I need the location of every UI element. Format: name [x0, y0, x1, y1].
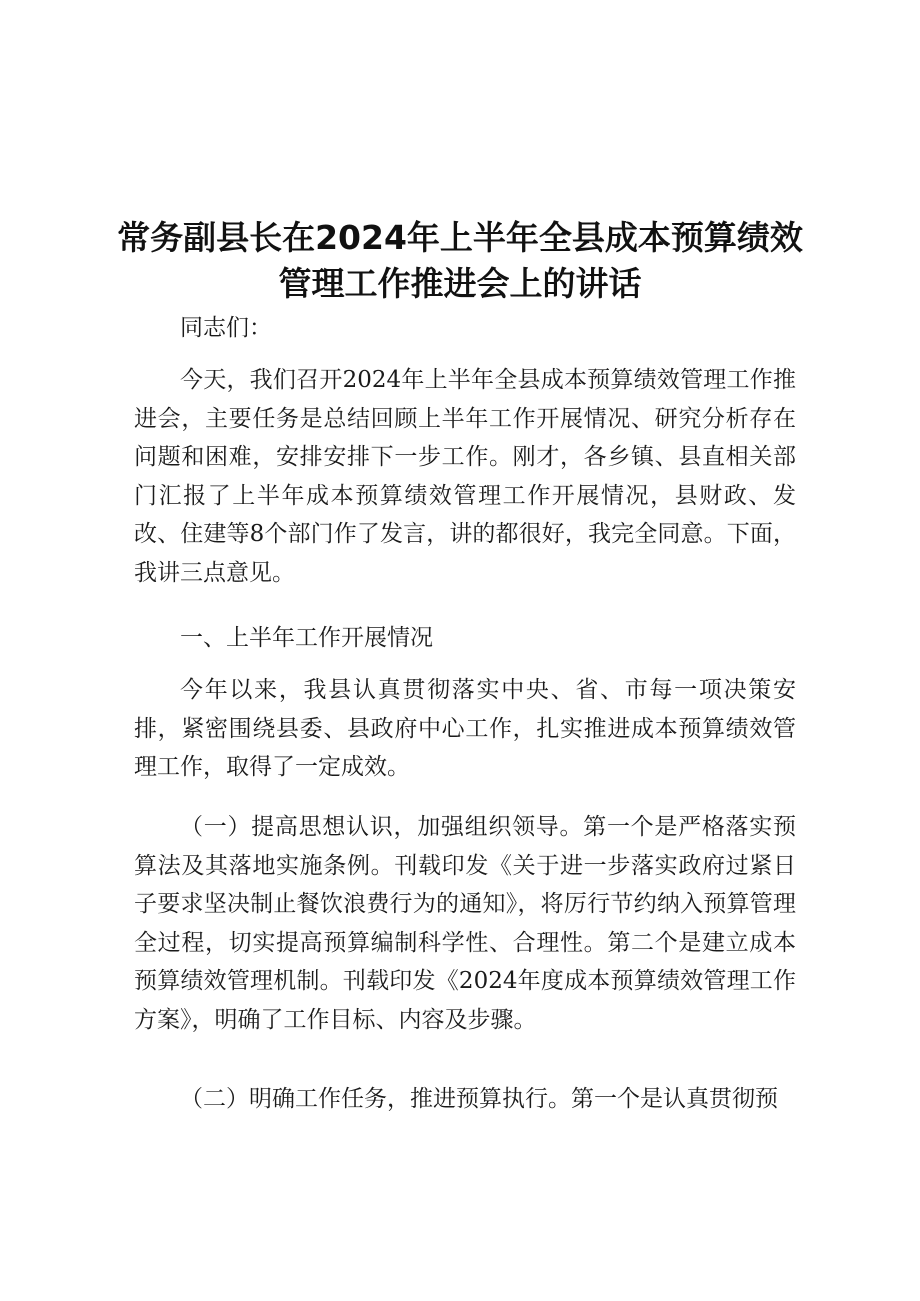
paragraph-item-1: （一）提高思想认识，加强组织领导。第一个是严格落实预算法及其落地实施条例。刊载印发《关于进一步落实政府过紧日子要求坚决制止餐饮浪费行为的通知》，将厉行节约纳入预算管理全过程，切实提高预算编制科学性、合理性。第二个是建立成本预算绩效管理机制。刊载印发《2024年度成本预算绩效管理工作方案》，明确了工作目标、内容及步骤。: [134, 814, 796, 1033]
document-title-line-1: 常务副县长在2024年上半年全县成本预算绩效: [117, 218, 803, 257]
paragraph-intro: 今天，我们召开2024年上半年全县成本预算绩效管理工作推进会，主要任务是总结回顾上半年工作开展情况、研究分析存在问题和困难，安排安排下一步工作。刚才，各乡镇、县直相关部门汇报了上半年成本预算绩效管理工作开展情况，县财政、发改、住建等8个部门作了发言，讲的都很好，我完全同意。下面，我讲三点意见。: [134, 367, 796, 586]
paragraph-section-1: 今年以来，我县认真贯彻落实中央、省、市每一项决策安排，紧密围绕县委、县政府中心工作，扎实推进成本预算绩效管理工作，取得了一定成效。: [134, 677, 796, 780]
document-title-line-2: 管理工作推进会上的讲话: [278, 264, 642, 303]
paragraph-item-2: （二）明确工作任务，推进预算执行。第一个是认真贯彻预: [180, 1086, 778, 1112]
section-heading-1: 一、上半年工作开展情况: [180, 625, 433, 651]
salutation: 同志们：: [180, 315, 272, 341]
